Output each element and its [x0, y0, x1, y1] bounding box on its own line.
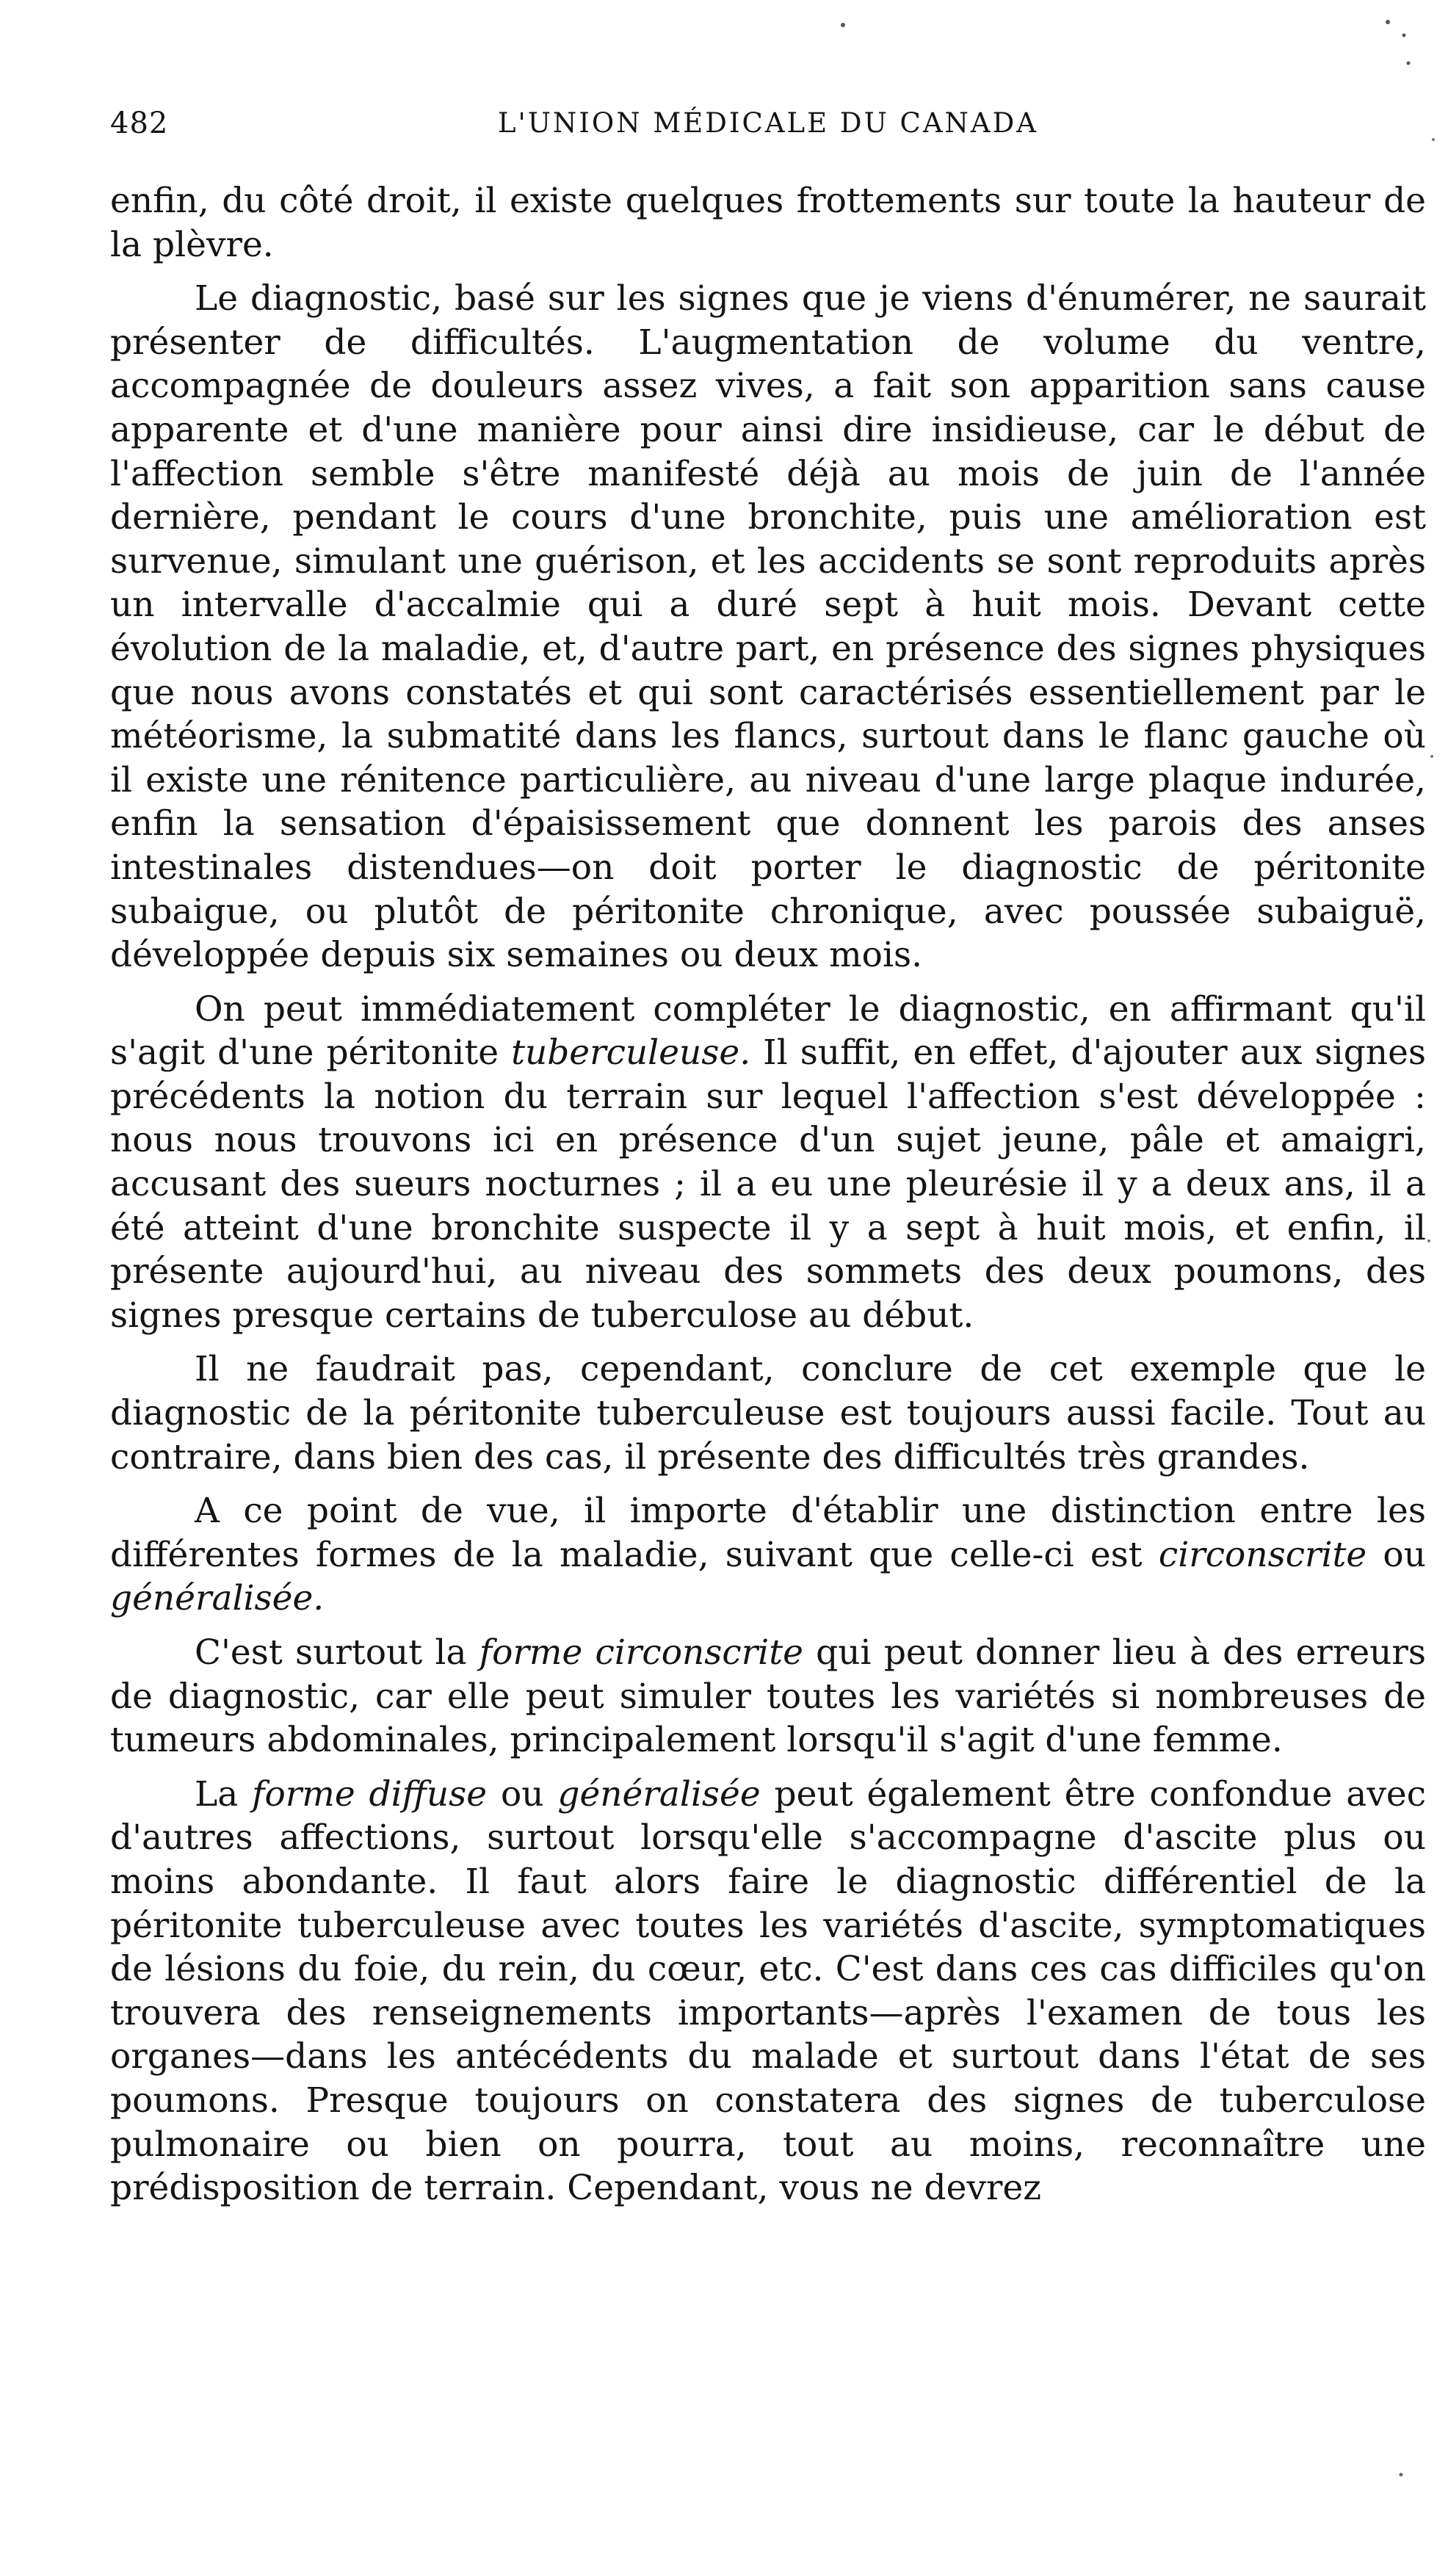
speck-4	[1407, 62, 1411, 65]
body-text	[110, 179, 1426, 2210]
paragraph-6	[110, 1631, 1426, 1762]
paragraph-3-text-b: Il suffit, en effet, d'ajouter aux signes précédents la notion du terrain sur lequel l'affection s'est développée : nous nous trouvons ici en présence d'un sujet jeune, pâle et amaigri, accusant des sueurs nocturnes ; il a eu une pleurésie il y a deux ans, il a été atteint d'une bronchite suspecte il y a sept à huit mois, et enfin, il présente aujourd'hui, au niveau des sommets des deux poumons, des signes presque certains de tuberculose au début.	[110, 1032, 1426, 1336]
paragraph-7-italic-b: généralisée	[557, 1773, 761, 1815]
paragraph-7	[110, 1773, 1426, 2210]
speck-7	[1427, 1240, 1430, 1242]
paragraph-5-text-a: A ce point de vue, il importe d'établir une distinction entre les différentes formes de la maladie, suivant que celle-ci est	[110, 1491, 1426, 1575]
paragraph-2	[110, 277, 1426, 977]
paragraph-7-text-c: peut également être confondue avec d'autres affections, surtout lorsqu'elle s'accompagne d'ascite plus ou moins abondante. Il faut alors faire le diagnostic différentiel de la péritonite tuberculeuse avec toutes les variétés d'ascite, symptomatiques de lésions du foie, du rein, du cœur, etc. C'est dans ces cas difficiles qu'on trouvera des renseignements importants—après l'examen de tous les organes—dans les antécédents du malade et surtout dans l'état de ses poumons. Presque toujours on constatera des signes de tuberculose pulmonaire ou bien on pourra, tout au moins, reconnaître une prédisposition de terrain. Cependant, vous ne devrez	[110, 1773, 1427, 2209]
paragraph-1-text: enfin, du côté droit, il existe quelques frottements sur toute la hauteur de la plèvre.	[110, 181, 1426, 265]
paragraph-3-text-a: On peut immédiatement compléter le diagnostic, en affirmant qu'il s'agit d'une péritonite	[110, 988, 1426, 1074]
speck-5	[1432, 138, 1435, 141]
paragraph-3-italic-a: tuberculeuse.	[511, 1032, 751, 1074]
paragraph-1	[110, 179, 1426, 267]
paragraph-6-italic-a: forme circonscrite	[479, 1632, 803, 1673]
paragraph-7-text-a: La	[195, 1773, 253, 1815]
paragraph-4-text: Il ne faudrait pas, cependant, conclure de cet exemple que le diagnostic de la péritonite tuberculeuse est toujours aussi facile. Tout au contraire, dans bien des cas, il présente des difficultés très grandes.	[110, 1349, 1426, 1477]
page-header	[110, 101, 1426, 145]
paragraph-7-text-b: ou	[487, 1773, 558, 1815]
page-number: 482	[110, 106, 169, 140]
paragraph-5-text-b: ou	[1366, 1534, 1426, 1575]
paragraph-4	[110, 1347, 1426, 1479]
paragraph-6-text-b: qui peut donner lieu à des erreurs de diagnostic, car elle peut simuler toutes les variétés si nombreuses de tumeurs abdominales, principalement lorsqu'il s'agit d'une femme.	[110, 1632, 1426, 1761]
speck-8	[1400, 2473, 1403, 2477]
paragraph-2-text: Le diagnostic, basé sur les signes que je viens d'énumérer, ne saurait présenter de difficultés. L'augmentation de volume du ventre, accompagnée de douleurs assez vives, a fait son apparition sans cause apparente et d'une manière pour ainsi dire insidieuse, car le début de l'affection semble s'être manifesté déjà au mois de juin de l'année dernière, pendant le cours d'une bronchite, puis une amélioration est survenue, simulant une guérison, et les accidents se sont reproduits après un intervalle d'accalmie qui a duré sept à huit mois. Devant cette évolution de la maladie, et, d'autre part, en présence des signes physiques que nous avons constatés et qui sont caractérisés essentiellement par le météorisme, la submatité dans les flancs, surtout dans le flanc gauche où il existe une rénitence particulière, au niveau d'une large plaque indurée, enfin la sensation d'épaisissement que donnent les parois des anses intestinales distendues—on doit porter le diagnostic de péritonite subaigue, ou plutôt de péritonite chronique, avec poussée subaiguë, développée depuis six semaines ou deux mois.	[110, 278, 1426, 976]
speck-1	[841, 23, 845, 27]
paragraph-5-italic-a: circonscrite	[1158, 1534, 1367, 1575]
running-title: L'UNION MÉDICALE DU CANADA	[497, 107, 1039, 139]
speck-3	[1402, 34, 1406, 37]
paragraph-6-text-a: C'est surtout la	[195, 1632, 479, 1673]
paragraph-5	[110, 1489, 1426, 1621]
paragraph-3	[110, 988, 1426, 1338]
speck-2	[1386, 20, 1390, 24]
speck-6	[1430, 755, 1433, 758]
paragraph-5-italic-b: généralisée.	[110, 1578, 325, 1619]
paragraph-7-italic-a: forme diffuse	[252, 1773, 488, 1815]
